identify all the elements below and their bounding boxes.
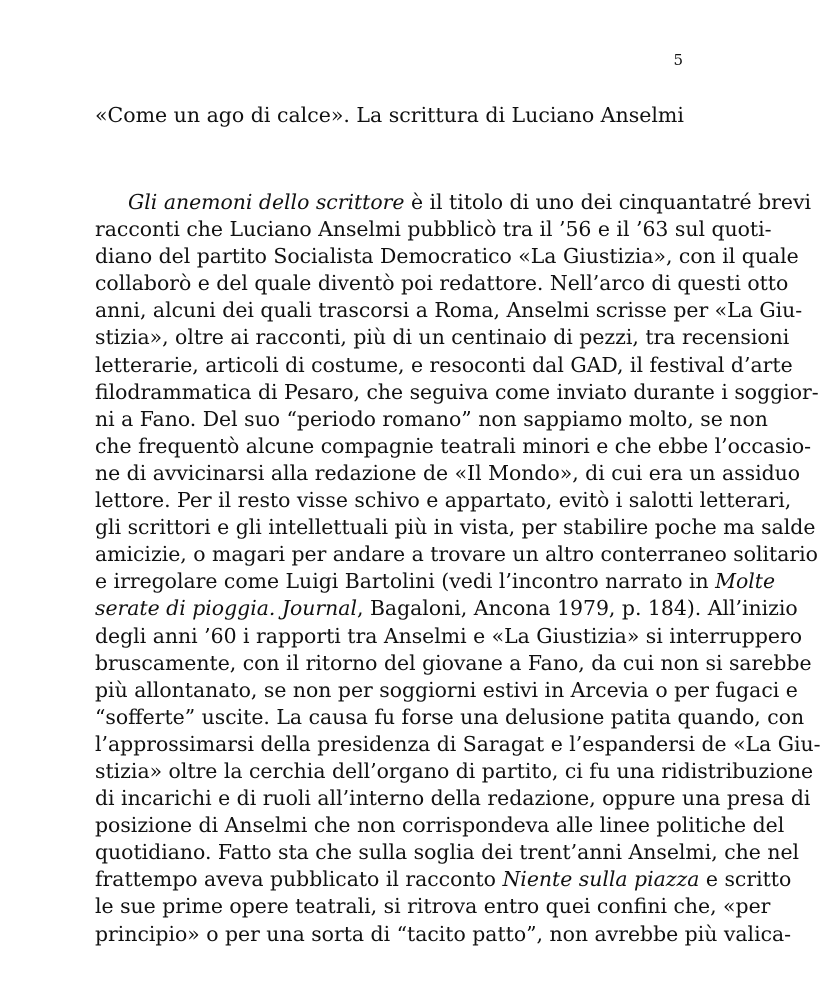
text-line (95, 568, 776, 595)
text-line (95, 352, 793, 379)
text-run: bruscamente, con il ritorno del giovane a Fano, da cui non si sarebbe (95, 650, 812, 675)
text-line (95, 866, 792, 893)
text-line (95, 189, 811, 216)
text-line (95, 595, 798, 622)
text-line (95, 623, 803, 650)
text-run: stizia», oltre ai racconti, più di un centinaio di pezzi, tra recensioni (95, 325, 790, 350)
text-line (95, 406, 768, 433)
text-run: stizia» oltre la cerchia dell’organo di partito, ci fu una ridistribuzione (95, 758, 814, 783)
text-run: e scritto (699, 867, 792, 892)
text-line (95, 704, 805, 731)
text-line (95, 541, 818, 568)
chapter-title: «Come un ago di calce». La scrittura di Luciano Anselmi (95, 103, 684, 127)
text-line (95, 650, 812, 677)
italic-title-run: Gli anemoni dello scrittore (128, 190, 405, 214)
text-run: frattempo aveva pubblicato il racconto (95, 867, 503, 892)
text-line (95, 297, 803, 324)
italic-title-run: Molte (715, 569, 776, 594)
text-run: gli scrittori e gli intellettuali più in vista, per stabilire poche ma salde (95, 515, 816, 540)
text-line (95, 893, 771, 920)
text-run: principio» o per una sorta di “tacito patto”, non avrebbe più valica- (95, 921, 792, 946)
text-line (95, 433, 812, 460)
text-line (95, 514, 816, 541)
page-number: 5 (673, 51, 683, 69)
text-run: ni a Fano. Del suo “periodo romano” non sappiamo molto, se non (95, 406, 768, 431)
text-run: lettore. Per il resto visse schivo e appartato, evitò i salotti letterari, (95, 488, 792, 513)
italic-title-run: serate di pioggia. Journal (95, 596, 357, 621)
text-run: , Bagaloni, Ancona 1979, p. 184). All’inizio (356, 596, 798, 621)
text-line (95, 677, 798, 704)
text-run: “sofferte” uscite. La causa fu forse una delusione patita quando, con (95, 704, 805, 729)
text-run: di incarichi e di ruoli all’interno della redazione, oppure una presa di (95, 786, 811, 811)
text-line (95, 839, 800, 866)
text-run: che frequentò alcune compagnie teatrali minori e che ebbe l’occasio- (95, 433, 812, 458)
text-line (95, 812, 785, 839)
text-run: e irregolare come Luigi Bartolini (vedi l’incontro narrato in (95, 569, 716, 594)
text-line (95, 243, 799, 270)
text-line (95, 731, 821, 758)
text-run: l’approssimarsi della presidenza di Saragat e l’espandersi de «La Giu- (95, 731, 821, 756)
text-run: anni, alcuni dei quali trascorsi a Roma, Anselmi scrisse per «La Giu- (95, 298, 803, 323)
text-line (95, 921, 792, 948)
text-run: più allontanato, se non per soggiorni estivi in Arcevia o per fugaci e (95, 677, 798, 702)
text-line (95, 785, 811, 812)
text-run: ne di avvicinarsi alla redazione de «Il Mondo», di cui era un assiduo (95, 460, 801, 485)
text-run: è il titolo di uno dei cinquantatré brevi (404, 190, 811, 214)
text-run: quotidiano. Fatto sta che sulla soglia dei trent’anni Anselmi, che nel (95, 840, 800, 865)
body-paragraph (95, 189, 821, 948)
text-run: posizione di Anselmi che non corrispondeva alle linee politiche del (95, 813, 785, 838)
text-run: collaborò e del quale diventò poi redattore. Nell’arco di questi otto (95, 271, 789, 296)
text-run: diano del partito Socialista Democratico «La Giustizia», con il quale (95, 244, 799, 269)
text-line (95, 216, 772, 243)
text-run: letterarie, articoli di costume, e resoconti dal GAD, il festival d’arte (95, 352, 793, 377)
text-run: racconti che Luciano Anselmi pubblicò tra il ’56 e il ’63 sul quoti- (95, 217, 772, 242)
text-line (95, 487, 792, 514)
text-line (95, 324, 790, 351)
text-line (95, 460, 801, 487)
text-line (95, 758, 814, 785)
italic-title-run: Niente sulla piazza (502, 867, 700, 892)
text-run: amicizie, o magari per andare a trovare un altro conterraneo solitario (95, 542, 818, 567)
text-line (95, 379, 819, 406)
text-run: degli anni ’60 i rapporti tra Anselmi e «La Giustizia» si interruppero (95, 623, 803, 648)
text-run: filodrammatica di Pesaro, che seguiva come inviato durante i soggior- (95, 379, 819, 404)
text-line (95, 270, 789, 297)
text-run: le sue prime opere teatrali, si ritrova entro quei confini che, «per (95, 894, 771, 919)
